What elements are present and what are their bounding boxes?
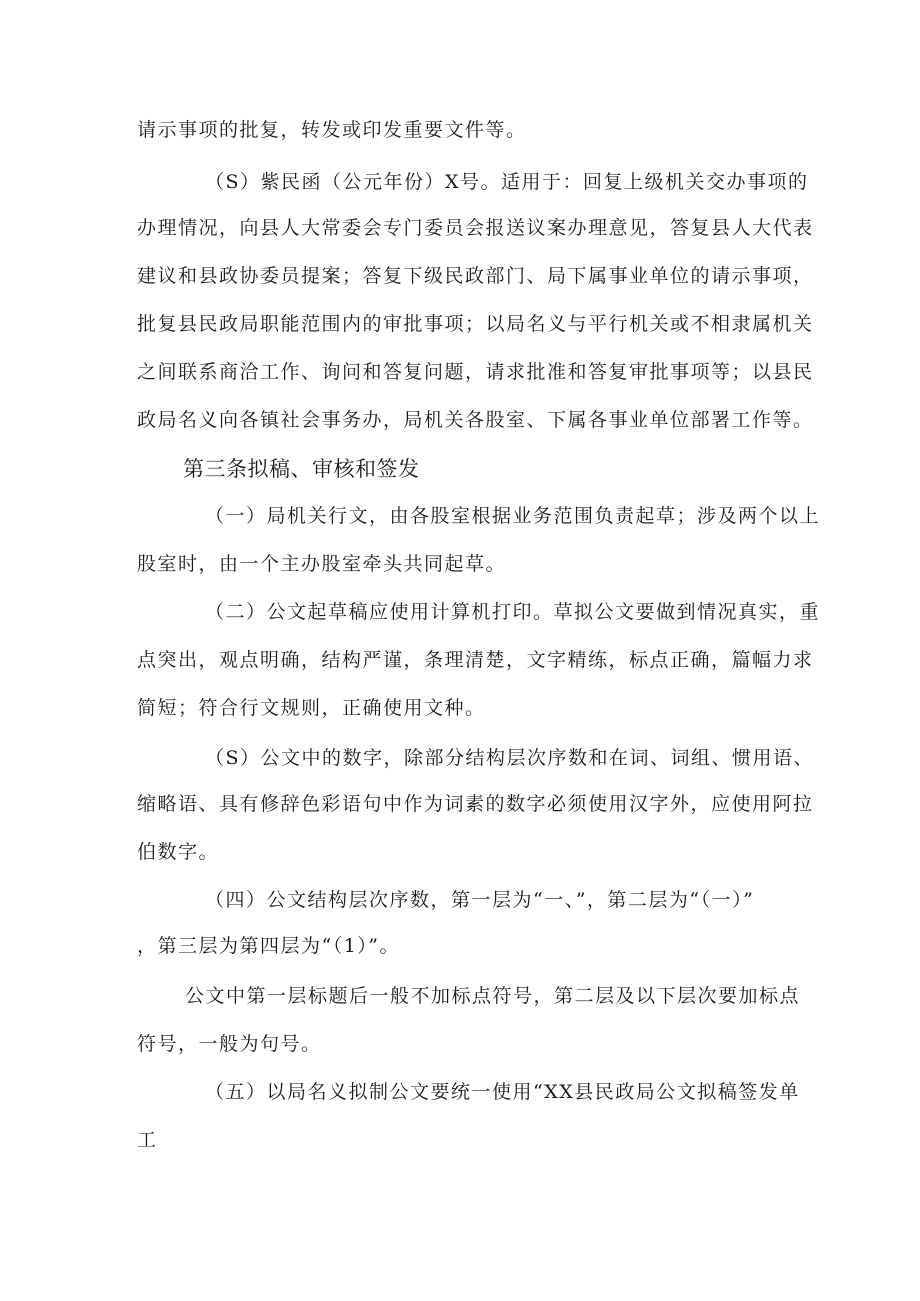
paragraph-line: （一）局机关行文，由各股室根据业务范围负责起草；涉及两个以上 (205, 505, 821, 527)
paragraph-line: 工 (137, 1129, 158, 1151)
paragraph-line: （S）公文中的数字，除部分结构层次序数和在词、词组、惯用语、 (205, 747, 815, 769)
section-heading: 第三条拟稿、审核和签发 (183, 457, 420, 481)
paragraph-line: 符号，一般为句号。 (137, 1033, 322, 1055)
paragraph-line: 办理情况，向县人大常委会专门委员会报送议案办理意见，答复县人大代表 (137, 217, 814, 239)
paragraph-line: 股室时，由一个主办股室牵头共同起草。 (137, 553, 507, 575)
paragraph-line: 缩略语、具有修辞色彩语句中作为词素的数字必须使用汉字外，应使用阿拉 (137, 793, 814, 815)
paragraph-line: 批复县民政局职能范围内的审批事项；以局名义与平行机关或不相隶属机关 (137, 313, 814, 335)
paragraph-line: 点突出，观点明确，结构严谨，条理清楚，文字精练，标点正确，篇幅力求 (137, 649, 814, 671)
paragraph-line: 政局名义向各镇社会事务办，局机关各股室、下属各事业单位部署工作等。 (137, 409, 814, 431)
paragraph-line: 之间联系商洽工作、询问和答复问题，请求批准和答复审批事项等；以县民 (137, 361, 814, 383)
paragraph-line: （S）紫民函（公元年份）X号。适用于：回复上级机关交办事项的 (205, 171, 809, 193)
paragraph-line: 请示事项的批复，转发或印发重要文件等。 (137, 119, 527, 141)
paragraph-line: ，第三层为第四层为“（1）”。 (137, 935, 401, 957)
paragraph-line: 简短；符合行文规则，正确使用文种。 (137, 697, 486, 719)
paragraph-line: 公文中第一层标题后一般不加标点符号，第二层及以下层次要加标点 (185, 985, 801, 1007)
paragraph-line: （五）以局名义拟制公文要统一使用“XX县民政局公文拟稿签发单 (205, 1081, 800, 1103)
paragraph-line: （二）公文起草稿应使用计算机打印。草拟公文要做到情况真实，重 (205, 601, 821, 623)
paragraph-line: （四）公文结构层次序数，第一层为“一、”，第二层为“（一）” (205, 889, 755, 911)
paragraph-line: 建议和县政协委员提案；答复下级民政部门、局下属事业单位的请示事项， (137, 265, 814, 287)
paragraph-line: 伯数字。 (137, 841, 220, 863)
